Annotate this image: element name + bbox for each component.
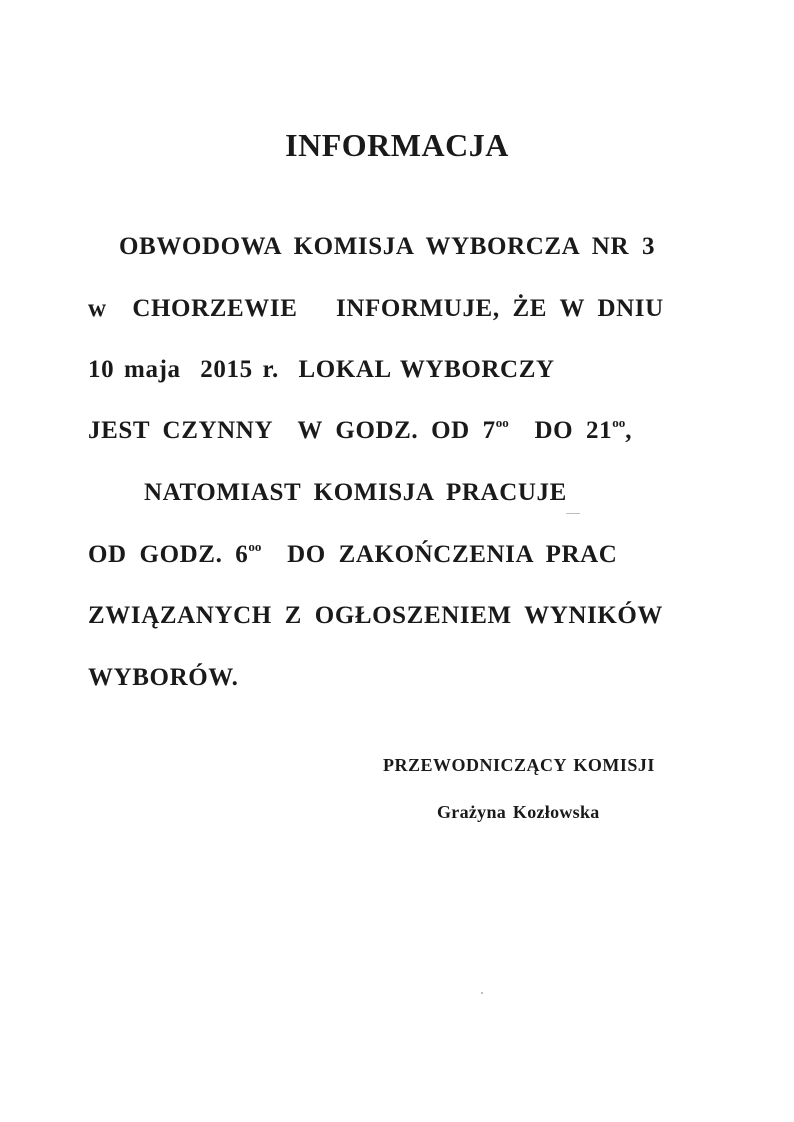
signature-role: PRZEWODNICZĄCY KOMISJI	[383, 755, 655, 775]
opening-hours-start: JEST CZYNNY W GODZ. OD 7	[88, 417, 496, 444]
text-line-3: 10 maja 2015 r. LOKAL WYBORCZY	[88, 356, 555, 383]
comma: ,	[625, 417, 633, 444]
superscript-minutes: oo	[495, 415, 509, 430]
superscript-minutes: oo	[612, 415, 626, 430]
commission-end-text: DO ZAKOŃCZENIA PRAC	[261, 541, 618, 568]
superscript-minutes: oo	[248, 539, 262, 554]
scan-speck	[481, 992, 483, 994]
text-line-5: NATOMIAST KOMISJA PRACUJE	[144, 479, 567, 506]
scan-speck	[566, 513, 580, 514]
text-line-7: ZWIĄZANYCH Z OGŁOSZENIEM WYNIKÓW	[88, 602, 664, 629]
text-line-1: OBWODOWA KOMISJA WYBORCZA NR 3	[119, 233, 656, 260]
commission-start-hour: OD GODZ. 6	[88, 541, 249, 568]
opening-hours-end: DO 21	[508, 417, 613, 444]
text-line-8: WYBORÓW.	[88, 664, 239, 691]
text-line-6	[88, 541, 617, 569]
document-title: INFORMACJA	[285, 127, 509, 163]
text-line-2: w CHORZEWIE INFORMUJE, ŻE W DNIU	[88, 295, 664, 322]
text-line-4	[88, 417, 632, 445]
signature-name: Grażyna Kozłowska	[437, 802, 600, 822]
